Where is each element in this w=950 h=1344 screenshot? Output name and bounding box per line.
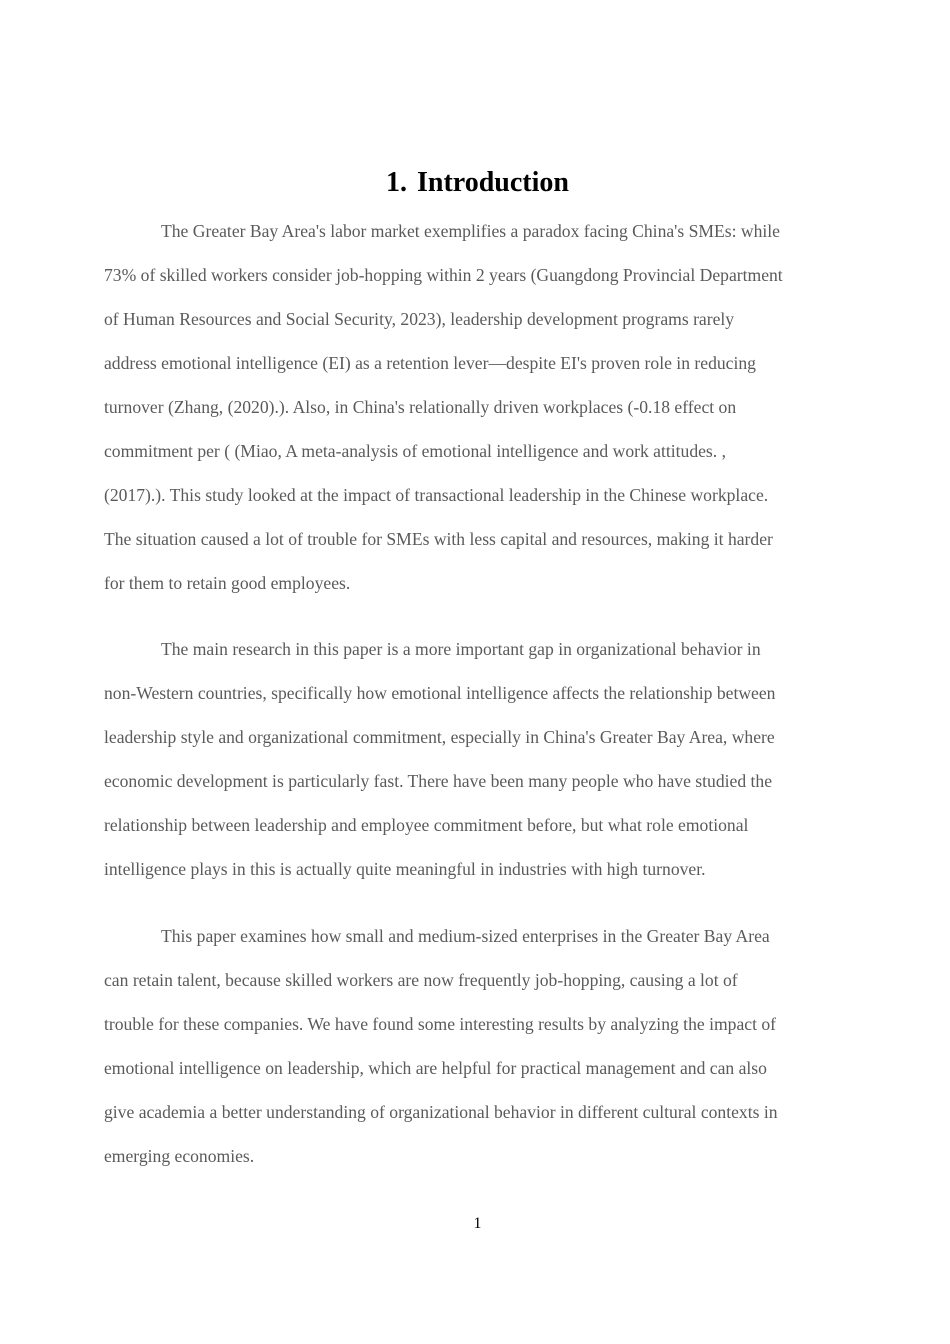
text-line: (2017).). This study looked at the impact of transactional leadership in the Chinese workplace. [104, 485, 769, 505]
text-line: turnover (Zhang, (2020).). Also, in China's relationally driven workplaces (-0.18 effect on [104, 397, 737, 417]
text-line: emerging economies. [104, 1146, 255, 1166]
text-line: can retain talent, because skilled workers are now frequently job-hopping, causing a lot of [104, 970, 738, 990]
text-line: 73% of skilled workers consider job-hopping within 2 years (Guangdong Provincial Department [104, 265, 783, 285]
text-line: The situation caused a lot of trouble for SMEs with less capital and resources, making it harder [104, 529, 773, 549]
text-line: of Human Resources and Social Security, 2023), leadership development programs rarely [104, 309, 735, 329]
paragraph-1 [104, 209, 854, 605]
paragraph-2 [104, 627, 854, 891]
text-line: emotional intelligence on leadership, which are helpful for practical management and can also [104, 1058, 767, 1078]
text-line: leadership style and organizational commitment, especially in China's Greater Bay Area, where [104, 727, 775, 747]
text-line: trouble for these companies. We have found some interesting results by analyzing the impact of [104, 1014, 777, 1034]
text-line: intelligence plays in this is actually quite meaningful in industries with high turnover. [104, 859, 706, 879]
text-line: This paper examines how small and medium-sized enterprises in the Greater Bay Area [161, 926, 770, 946]
text-line: relationship between leadership and employee commitment before, but what role emotional [104, 815, 749, 835]
text-line: address emotional intelligence (EI) as a retention lever—despite EI's proven role in reducing [104, 353, 756, 373]
text-line: The main research in this paper is a more important gap in organizational behavior in [161, 639, 761, 659]
paragraph-3 [104, 914, 854, 1178]
page-number: 1 [473, 1215, 482, 1232]
section-heading [0, 165, 950, 201]
text-line: commitment per ( (Miao, A meta-analysis of emotional intelligence and work attitudes. , [104, 441, 726, 461]
text-line: give academia a better understanding of organizational behavior in different cultural contexts in [104, 1102, 778, 1122]
section-number: 1. [386, 167, 408, 198]
text-line: The Greater Bay Area's labor market exemplifies a paradox facing China's SMEs: while [161, 221, 780, 241]
text-line: economic development is particularly fast. There have been many people who have studied the [104, 771, 773, 791]
text-line: for them to retain good employees. [104, 573, 351, 593]
section-title: Introduction [417, 167, 569, 198]
text-line: non-Western countries, specifically how emotional intelligence affects the relationship between [104, 683, 776, 703]
